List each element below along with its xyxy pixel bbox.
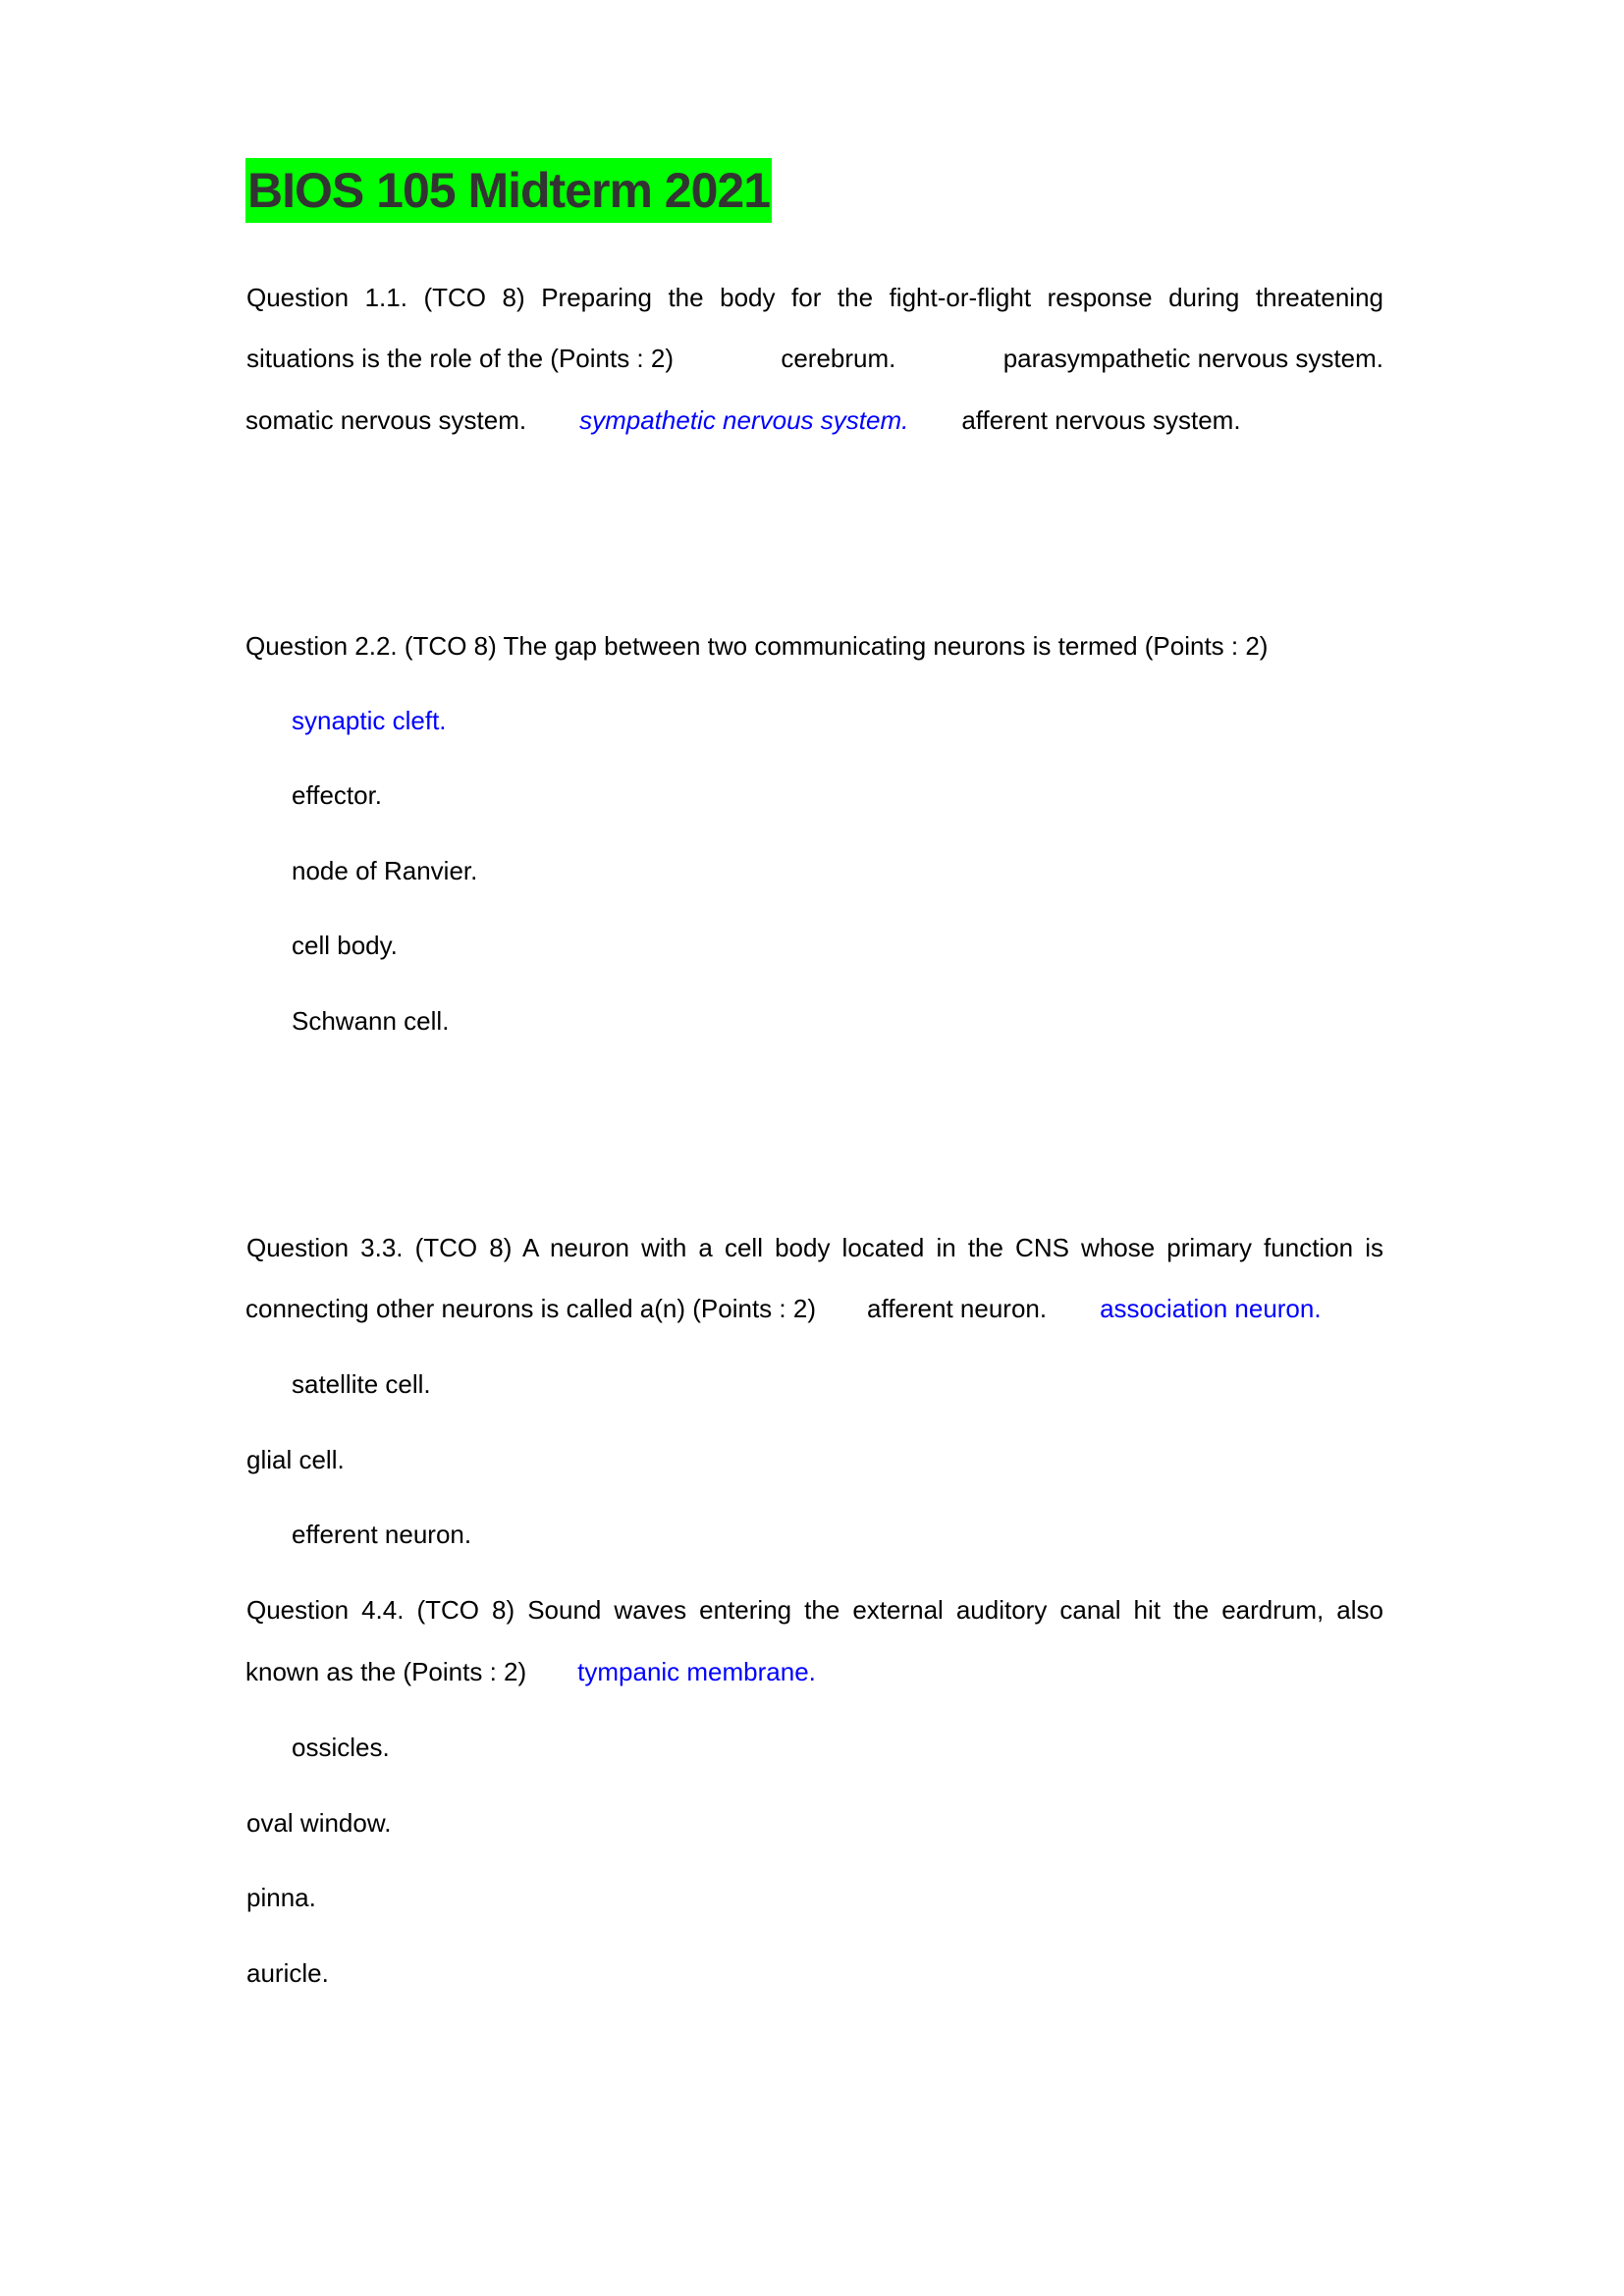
question-3-option-afferent: afferent neuron. [866,1294,1048,1323]
question-1-option-parasympathetic: parasympathetic nervous system. [1002,344,1383,373]
question-3-correct-answer: association neuron. [1100,1294,1322,1323]
question-2-text: Question 2.2. (TCO 8) The gap between two communicating neurons is termed (Points : 2) [245,631,1269,661]
question-1-text-line-3 [245,403,1241,437]
question-1-correct-answer: sympathetic nervous system. [579,405,909,435]
question-1-option-somatic: somatic nervous system. [245,405,527,435]
question-3-text-line-1: Question 3.3. (TCO 8) A neuron with a cell body located in the CNS whose primary function is [246,1233,1383,1262]
question-4-option-oval-window: oval window. [246,1808,392,1838]
document-title: BIOS 105 Midterm 2021 [245,158,772,223]
question-3-stem: connecting other neurons is called a(n) (Points : 2) [245,1294,816,1323]
question-4-stem: known as the (Points : 2) [245,1657,527,1686]
question-2-option-node-of-ranvier: node of Ranvier. [292,856,478,885]
question-1-text-line-2 [246,342,1383,375]
question-2-option-effector: effector. [292,780,383,810]
question-4-option-auricle: auricle. [246,1958,329,1988]
question-4-option-ossicles: ossicles. [292,1733,390,1762]
question-2-correct-answer: synaptic cleft. [292,706,447,735]
question-1-option-cerebrum: cerebrum. [781,344,896,373]
question-3-option-glial-cell: glial cell. [246,1445,345,1474]
question-2-option-schwann-cell: Schwann cell. [292,1006,450,1036]
question-4-text-line-2 [245,1655,816,1688]
question-1-text-line-1: Question 1.1. (TCO 8) Preparing the body for the fight-or-flight response during threatening [246,283,1383,312]
question-4-option-pinna: pinna. [246,1883,316,1912]
question-4-text-line-1: Question 4.4. (TCO 8) Sound waves entering the external auditory canal hit the eardrum, also [246,1595,1383,1625]
question-3-text-line-2 [245,1292,1322,1325]
question-4-correct-answer: tympanic membrane. [577,1657,816,1686]
question-3-option-efferent: efferent neuron. [292,1520,472,1549]
question-3-option-satellite-cell: satellite cell. [292,1369,431,1399]
question-1-option-afferent: afferent nervous system. [961,405,1241,435]
question-1-stem: situations is the role of the (Points : 2) [246,344,674,373]
question-2-option-cell-body: cell body. [292,931,398,960]
